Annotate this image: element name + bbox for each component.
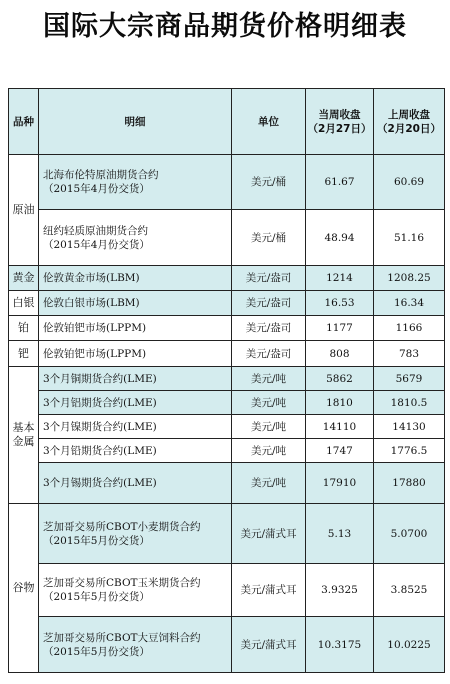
detail-cell (39, 564, 232, 617)
this-week-cell: 808 (306, 341, 374, 367)
unit-cell: 美元/桶 (232, 155, 306, 210)
header-this-week-date: （2月27日） (307, 122, 372, 135)
detail-cell: 3个月锡期货合约(LME) (39, 463, 232, 504)
table-row (9, 367, 445, 391)
category-platinum: 铂 (9, 316, 39, 341)
last-week-cell: 17880 (374, 463, 445, 504)
unit-cell: 美元/盎司 (232, 316, 306, 341)
table-row (9, 415, 445, 439)
category-silver: 白银 (9, 291, 39, 316)
last-week-cell: 14130 (374, 415, 445, 439)
category-gold: 黄金 (9, 266, 39, 291)
this-week-cell: 3.9325 (306, 564, 374, 617)
this-week-cell: 14110 (306, 415, 374, 439)
detail-cell: 3个月铅期货合约(LME) (39, 439, 232, 463)
last-week-cell: 60.69 (374, 155, 445, 210)
detail-line: 北海布伦特原油期货合约 (43, 169, 159, 181)
this-week-cell: 1747 (306, 439, 374, 463)
table-row (9, 291, 445, 316)
header-category: 品种 (9, 89, 39, 155)
last-week-cell: 783 (374, 341, 445, 367)
detail-line: 纽约轻质原油期货合约 (43, 224, 148, 237)
header-this-week (306, 89, 374, 155)
table-row (9, 463, 445, 504)
category-crude: 原油 (9, 155, 39, 266)
this-week-cell: 5.13 (306, 504, 374, 564)
detail-cell: 3个月铝期货合约(LME) (39, 391, 232, 415)
table-row (9, 316, 445, 341)
detail-cell (39, 155, 232, 210)
header-this-week-label: 当周收盘 (318, 108, 361, 121)
unit-cell: 美元/蒲式耳 (232, 504, 306, 564)
last-week-cell: 1810.5 (374, 391, 445, 415)
table-row (9, 391, 445, 415)
this-week-cell: 61.67 (306, 155, 374, 210)
this-week-cell: 1214 (306, 266, 374, 291)
unit-cell: 美元/吨 (232, 463, 306, 504)
detail-cell: 伦敦铂钯市场(LPPM) (39, 316, 232, 341)
unit-cell: 美元/吨 (232, 391, 306, 415)
detail-line-2: （2015年5月份交货） (43, 534, 150, 547)
table-row (9, 564, 445, 617)
detail-cell (39, 617, 232, 673)
price-table (8, 88, 445, 673)
detail-line-2: （2015年4月份交货） (43, 183, 150, 195)
page-title: 国际大宗商品期货价格明细表 (43, 11, 407, 42)
unit-cell: 美元/蒲式耳 (232, 564, 306, 617)
unit-cell: 美元/蒲式耳 (232, 617, 306, 673)
this-week-cell: 17910 (306, 463, 374, 504)
detail-cell (39, 504, 232, 564)
unit-cell: 美元/吨 (232, 367, 306, 391)
category-base-metals (9, 367, 39, 504)
this-week-cell: 5862 (306, 367, 374, 391)
table-row (9, 617, 445, 673)
last-week-cell: 1776.5 (374, 439, 445, 463)
header-detail: 明细 (39, 89, 232, 155)
this-week-cell: 48.94 (306, 210, 374, 266)
unit-cell: 美元/吨 (232, 439, 306, 463)
last-week-cell: 10.0225 (374, 617, 445, 673)
detail-cell: 3个月铜期货合约(LME) (39, 367, 232, 391)
detail-line: 芝加哥交易所CBOT玉米期货合约 (43, 577, 201, 589)
last-week-cell: 1208.25 (374, 266, 445, 291)
unit-cell: 美元/盎司 (232, 266, 306, 291)
last-week-cell: 3.8525 (374, 564, 445, 617)
table-row (9, 266, 445, 291)
last-week-cell: 5.0700 (374, 504, 445, 564)
table-row (9, 341, 445, 367)
header-last-week (374, 89, 445, 155)
category-grains: 谷物 (9, 504, 39, 673)
this-week-cell: 16.53 (306, 291, 374, 316)
detail-cell: 伦敦黄金市场(LBM) (39, 266, 232, 291)
detail-line-2: （2015年5月份交货） (43, 591, 150, 603)
table-row (9, 155, 445, 210)
unit-cell: 美元/桶 (232, 210, 306, 266)
this-week-cell: 10.3175 (306, 617, 374, 673)
unit-cell: 美元/吨 (232, 415, 306, 439)
detail-line: 芝加哥交易所CBOT大豆饲料合约 (43, 631, 201, 644)
detail-line: 芝加哥交易所CBOT小麦期货合约 (43, 520, 201, 533)
price-table-container (8, 88, 444, 672)
last-week-cell: 16.34 (374, 291, 445, 316)
detail-cell: 伦敦白银市场(LBM) (39, 291, 232, 316)
table-row (9, 439, 445, 463)
header-last-week-label: 上周收盘 (388, 108, 430, 121)
category-base-metals-line1: 基本 (12, 421, 35, 434)
detail-cell: 伦敦铂钯市场(LPPM) (39, 341, 232, 367)
detail-line-2: （2015年5月份交货） (43, 645, 150, 658)
unit-cell: 美元/盎司 (232, 291, 306, 316)
category-base-metals-line2: 金属 (12, 435, 35, 448)
detail-line-2: （2015年4月份交货） (43, 238, 150, 251)
header-unit: 单位 (232, 89, 306, 155)
table-row (9, 504, 445, 564)
header-last-week-date: （2月20日） (377, 122, 441, 135)
unit-cell: 美元/盎司 (232, 341, 306, 367)
this-week-cell: 1177 (306, 316, 374, 341)
detail-cell: 3个月镍期货合约(LME) (39, 415, 232, 439)
category-palladium: 钯 (9, 341, 39, 367)
table-row (9, 210, 445, 266)
last-week-cell: 1166 (374, 316, 445, 341)
last-week-cell: 51.16 (374, 210, 445, 266)
last-week-cell: 5679 (374, 367, 445, 391)
header-row (9, 89, 445, 155)
detail-cell (39, 210, 232, 266)
this-week-cell: 1810 (306, 391, 374, 415)
